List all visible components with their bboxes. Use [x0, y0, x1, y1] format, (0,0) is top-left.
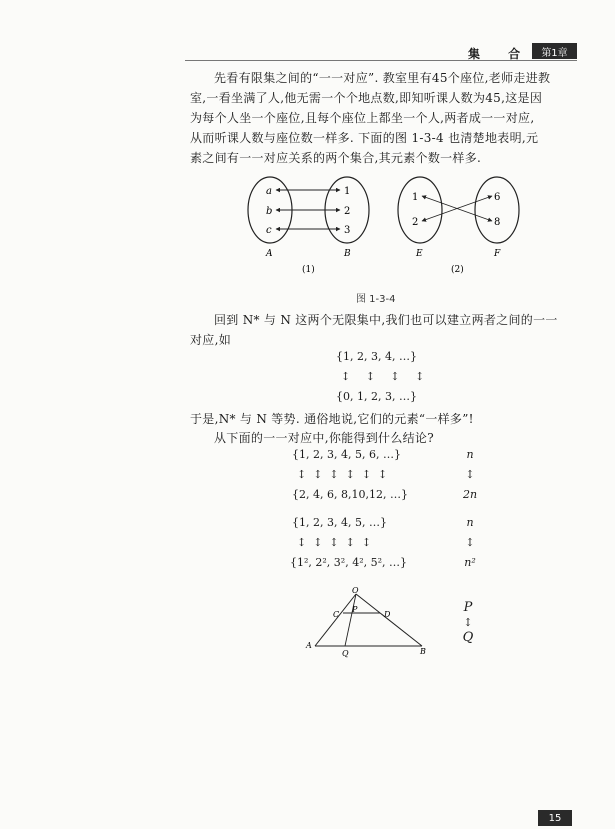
- label-Q: Q: [342, 649, 349, 658]
- side-arrow: ↕: [463, 616, 473, 629]
- text-line: 对应,如: [190, 333, 232, 347]
- label-B: B: [420, 647, 426, 656]
- correspondence-arrows: ↕ ↕ ↕ ↕ ↕ ↕: [297, 468, 388, 481]
- set-naturals: {1, 2, 3, 4, 5, …}: [292, 516, 387, 529]
- paragraph-intro: [190, 68, 576, 168]
- fig1-label-A: A: [266, 249, 273, 259]
- text-line: 室,一看坐满了人,他无需一个个地点数,即知听课人数为45,这是因: [190, 91, 543, 105]
- label-O: O: [352, 586, 359, 595]
- fig1-left-2: c: [266, 225, 272, 236]
- map-arrow: ↕: [465, 468, 475, 481]
- fig2-label-E: E: [416, 249, 423, 259]
- fig1-right-1: 2: [344, 206, 351, 217]
- paragraph-infinite: [190, 310, 576, 350]
- text-line: 为每个人坐一个座位,且每个座位上都坐一个人,两者成一一对应,: [190, 111, 535, 125]
- page-number: 15: [538, 810, 572, 826]
- label-P: P: [352, 605, 358, 614]
- fig2-left-1: 2: [412, 217, 419, 228]
- side-Q: Q: [462, 630, 474, 645]
- map-n: n: [466, 448, 474, 461]
- figure-mapping: [230, 172, 540, 284]
- fig2-right-1: 8: [494, 217, 501, 228]
- fig1-left-1: b: [266, 206, 273, 217]
- set-E-ellipse: [398, 177, 442, 243]
- text-line: 从而听课人数与座位数一样多. 下面的图 1-3-4 也清楚地表明,元: [190, 131, 539, 145]
- side-P: P: [463, 600, 473, 615]
- chapter-title: 集 合: [468, 47, 533, 61]
- label-A: A: [306, 641, 312, 650]
- set-N: {0, 1, 2, 3, …}: [336, 390, 417, 403]
- fig1-right-2: 3: [344, 225, 351, 236]
- paragraph-question: 从下面的一一对应中,你能得到什么结论?: [214, 431, 434, 445]
- correspondence-arrows: ↕ ↕ ↕ ↕: [341, 370, 431, 383]
- set-naturals: {1, 2, 3, 4, 5, 6, …}: [292, 448, 401, 461]
- set-evens: {2, 4, 6, 8,10,12, …}: [292, 488, 408, 501]
- paragraph-equipotent: 于是,N* 与 N 等势. 通俗地说,它们的元素“一样多”!: [190, 412, 474, 426]
- fig2-right-0: 6: [494, 192, 501, 203]
- fig2-left-0: 1: [412, 192, 419, 203]
- fig1-left-0: a: [266, 186, 272, 197]
- fig1-sub: (1): [302, 265, 315, 275]
- map-arrow: ↕: [465, 536, 475, 549]
- text-line: 素之间有一一对应关系的两个集合,其元素个数一样多.: [190, 151, 482, 165]
- fig2-label-F: F: [494, 249, 501, 259]
- map-n-squared: n²: [464, 556, 476, 569]
- triangle-figure: [300, 586, 440, 658]
- set-F-ellipse: [475, 177, 519, 243]
- text-line: 先看有限集之间的“一一对应”. 教室里有45个座位,老师走进教: [214, 71, 551, 85]
- text-line: 回到 N* 与 N 这两个无限集中,我们也可以建立两者之间的一一: [214, 313, 558, 327]
- figure-caption: 图 1-3-4: [356, 294, 396, 305]
- chapter-badge: 第1章: [532, 43, 577, 59]
- set-N-star: {1, 2, 3, 4, …}: [336, 350, 417, 363]
- map-n: n: [466, 516, 474, 529]
- label-C: C: [333, 610, 340, 619]
- fig1-right-0: 1: [344, 186, 351, 197]
- label-D: D: [384, 610, 391, 619]
- fig2-sub: (2): [451, 265, 464, 275]
- fig1-label-B: B: [344, 249, 351, 259]
- set-squares: {1², 2², 3², 4², 5², …}: [290, 556, 408, 569]
- map-2n: 2n: [462, 488, 478, 501]
- correspondence-arrows: ↕ ↕ ↕ ↕ ↕: [297, 536, 372, 549]
